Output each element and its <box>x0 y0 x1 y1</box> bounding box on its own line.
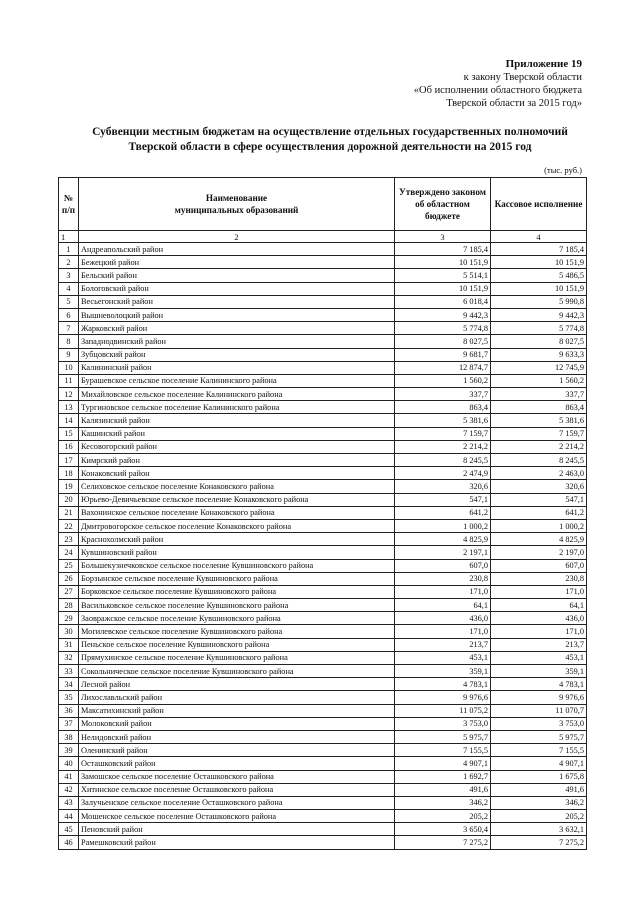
table-row <box>59 269 587 282</box>
row-number: 46 <box>59 836 79 849</box>
row-number: 12 <box>59 388 79 401</box>
row-actual-amount: 10 151,9 <box>491 282 587 295</box>
row-approved-amount: 5 381,6 <box>395 414 491 427</box>
row-number: 21 <box>59 506 79 519</box>
row-municipality-name: Борковское сельское поселение Кувшиновского района <box>79 585 395 598</box>
col-number-3: 3 <box>395 231 491 243</box>
row-number: 3 <box>59 269 79 282</box>
table-row <box>59 388 587 401</box>
row-municipality-name: Михайловское сельское поселение Калининского района <box>79 388 395 401</box>
table-row <box>59 572 587 585</box>
row-actual-amount: 641,2 <box>491 506 587 519</box>
row-number: 20 <box>59 493 79 506</box>
table-row <box>59 308 587 321</box>
table-row <box>59 599 587 612</box>
table-row <box>59 638 587 651</box>
header-approved: Утверждено законом об областном бюджете <box>395 178 491 231</box>
row-municipality-name: Западнодвинский район <box>79 335 395 348</box>
row-municipality-name: Кашинский район <box>79 427 395 440</box>
row-actual-amount: 4 907,1 <box>491 757 587 770</box>
header-actual: Кассовое исполнение <box>491 178 587 231</box>
table-row <box>59 335 587 348</box>
table-row <box>59 361 587 374</box>
row-municipality-name: Оленинский район <box>79 744 395 757</box>
row-actual-amount: 1 675,8 <box>491 770 587 783</box>
row-municipality-name: Селиховское сельское поселение Конаковского района <box>79 480 395 493</box>
row-municipality-name: Пеновский район <box>79 823 395 836</box>
table-row <box>59 519 587 532</box>
row-municipality-name: Весьегонский район <box>79 295 395 308</box>
table-row <box>59 836 587 849</box>
table-row <box>59 282 587 295</box>
appendix-line-year: Тверской области за 2015 год» <box>446 98 582 109</box>
table-row <box>59 770 587 783</box>
table-row <box>59 612 587 625</box>
row-municipality-name: Вахонинское сельское поселение Конаковского района <box>79 506 395 519</box>
row-number: 45 <box>59 823 79 836</box>
row-actual-amount: 12 745,9 <box>491 361 587 374</box>
table-row <box>59 295 587 308</box>
row-actual-amount: 5 975,7 <box>491 730 587 743</box>
row-actual-amount: 64,1 <box>491 599 587 612</box>
header-name-line-1: Наименование <box>205 193 268 203</box>
row-number: 42 <box>59 783 79 796</box>
row-number: 41 <box>59 770 79 783</box>
header-name-line-2: муниципальных образований <box>174 205 299 215</box>
row-actual-amount: 1 560,2 <box>491 374 587 387</box>
table-row <box>59 796 587 809</box>
row-number: 37 <box>59 717 79 730</box>
table-row <box>59 757 587 770</box>
row-approved-amount: 4 825,9 <box>395 533 491 546</box>
row-actual-amount: 8 027,5 <box>491 335 587 348</box>
row-number: 33 <box>59 665 79 678</box>
table-row <box>59 665 587 678</box>
row-municipality-name: Бельский район <box>79 269 395 282</box>
row-actual-amount: 491,6 <box>491 783 587 796</box>
table-row <box>59 374 587 387</box>
row-approved-amount: 6 018,4 <box>395 295 491 308</box>
units-label: (тыс. руб.) <box>544 165 582 175</box>
table-body <box>59 243 587 850</box>
document-title <box>60 125 600 154</box>
row-municipality-name: Пеньское сельское поселение Кувшиновского района <box>79 638 395 651</box>
row-actual-amount: 5 486,5 <box>491 269 587 282</box>
row-approved-amount: 320,6 <box>395 480 491 493</box>
subventions-table <box>58 177 587 850</box>
row-actual-amount: 346,2 <box>491 796 587 809</box>
row-number: 40 <box>59 757 79 770</box>
row-municipality-name: Васильковское сельское поселение Кувшиновского района <box>79 599 395 612</box>
row-number: 9 <box>59 348 79 361</box>
row-number: 19 <box>59 480 79 493</box>
row-approved-amount: 7 159,7 <box>395 427 491 440</box>
row-actual-amount: 213,7 <box>491 638 587 651</box>
row-municipality-name: Максатихинский район <box>79 704 395 717</box>
row-municipality-name: Нелидовский район <box>79 730 395 743</box>
row-municipality-name: Кесовогорский район <box>79 440 395 453</box>
row-actual-amount: 4 783,1 <box>491 678 587 691</box>
row-number: 30 <box>59 625 79 638</box>
row-actual-amount: 436,0 <box>491 612 587 625</box>
row-actual-amount: 171,0 <box>491 625 587 638</box>
table-row <box>59 678 587 691</box>
row-approved-amount: 1 692,7 <box>395 770 491 783</box>
document-title-line-1: Субвенции местным бюджетам на осуществление отдельных государственных полномочий <box>92 126 568 138</box>
row-municipality-name: Лесной район <box>79 678 395 691</box>
row-actual-amount: 9 633,3 <box>491 348 587 361</box>
row-approved-amount: 359,1 <box>395 665 491 678</box>
table-row <box>59 810 587 823</box>
table-row <box>59 467 587 480</box>
row-actual-amount: 7 155,5 <box>491 744 587 757</box>
row-number: 35 <box>59 691 79 704</box>
row-actual-amount: 337,7 <box>491 388 587 401</box>
row-actual-amount: 5 774,8 <box>491 322 587 335</box>
table-row <box>59 480 587 493</box>
table-row <box>59 546 587 559</box>
row-number: 44 <box>59 810 79 823</box>
table-row <box>59 243 587 256</box>
header-name <box>79 178 395 231</box>
row-approved-amount: 3 650,4 <box>395 823 491 836</box>
row-municipality-name: Бологовский район <box>79 282 395 295</box>
row-approved-amount: 5 774,8 <box>395 322 491 335</box>
row-approved-amount: 9 442,3 <box>395 308 491 321</box>
row-actual-amount: 11 070,7 <box>491 704 587 717</box>
row-number: 16 <box>59 440 79 453</box>
row-approved-amount: 641,2 <box>395 506 491 519</box>
row-approved-amount: 337,7 <box>395 388 491 401</box>
table-row <box>59 533 587 546</box>
row-actual-amount: 2 197,0 <box>491 546 587 559</box>
row-approved-amount: 1 560,2 <box>395 374 491 387</box>
row-actual-amount: 607,0 <box>491 559 587 572</box>
row-approved-amount: 12 874,7 <box>395 361 491 374</box>
col-number-1: 1 <box>59 231 79 243</box>
row-approved-amount: 4 783,1 <box>395 678 491 691</box>
row-municipality-name: Дмитровогорское сельское поселение Конаковского района <box>79 519 395 532</box>
row-approved-amount: 453,1 <box>395 651 491 664</box>
row-municipality-name: Осташковский район <box>79 757 395 770</box>
row-actual-amount: 8 245,5 <box>491 454 587 467</box>
table-row <box>59 348 587 361</box>
row-approved-amount: 1 000,2 <box>395 519 491 532</box>
table-row <box>59 691 587 704</box>
row-number: 31 <box>59 638 79 651</box>
table-row <box>59 625 587 638</box>
row-actual-amount: 3 632,1 <box>491 823 587 836</box>
row-municipality-name: Зубцовский район <box>79 348 395 361</box>
row-municipality-name: Залучьенское сельское поселение Осташковского района <box>79 796 395 809</box>
row-actual-amount: 9 442,3 <box>491 308 587 321</box>
row-number: 17 <box>59 454 79 467</box>
table-row <box>59 427 587 440</box>
table-row <box>59 401 587 414</box>
row-number: 18 <box>59 467 79 480</box>
row-actual-amount: 171,0 <box>491 585 587 598</box>
row-municipality-name: Сокольническое сельское поселение Кувшиновского района <box>79 665 395 678</box>
row-number: 36 <box>59 704 79 717</box>
row-municipality-name: Мошенское сельское поселение Осташковского района <box>79 810 395 823</box>
appendix-number: Приложение 19 <box>505 58 582 70</box>
row-municipality-name: Калязинский район <box>79 414 395 427</box>
appendix-line-title: «Об исполнении областного бюджета <box>413 85 582 96</box>
row-municipality-name: Могилевское сельское поселение Кувшиновского района <box>79 625 395 638</box>
row-actual-amount: 7 185,4 <box>491 243 587 256</box>
row-approved-amount: 11 075,2 <box>395 704 491 717</box>
table-row <box>59 440 587 453</box>
row-number: 32 <box>59 651 79 664</box>
row-municipality-name: Бурашевское сельское поселение Калининского района <box>79 374 395 387</box>
row-approved-amount: 607,0 <box>395 559 491 572</box>
row-actual-amount: 5 990,8 <box>491 295 587 308</box>
row-approved-amount: 205,2 <box>395 810 491 823</box>
row-number: 26 <box>59 572 79 585</box>
row-number: 10 <box>59 361 79 374</box>
table-row <box>59 717 587 730</box>
row-municipality-name: Борзынское сельское поселение Кувшиновского района <box>79 572 395 585</box>
row-number: 4 <box>59 282 79 295</box>
table-row <box>59 730 587 743</box>
row-municipality-name: Андреапольский район <box>79 243 395 256</box>
row-approved-amount: 5 514,1 <box>395 269 491 282</box>
table-column-numbers-row <box>59 231 587 243</box>
table-row <box>59 256 587 269</box>
table-header-row <box>59 178 587 231</box>
row-actual-amount: 7 275,2 <box>491 836 587 849</box>
table-row <box>59 823 587 836</box>
document-title-line-2: Тверской области в сфере осуществления дорожной деятельности на 2015 год <box>128 140 532 153</box>
row-approved-amount: 230,8 <box>395 572 491 585</box>
row-municipality-name: Кимрский район <box>79 454 395 467</box>
row-approved-amount: 491,6 <box>395 783 491 796</box>
row-number: 34 <box>59 678 79 691</box>
row-number: 7 <box>59 322 79 335</box>
row-approved-amount: 346,2 <box>395 796 491 809</box>
row-municipality-name: Заовражское сельское поселение Кувшиновского района <box>79 612 395 625</box>
row-number: 1 <box>59 243 79 256</box>
row-municipality-name: Краснохолмский район <box>79 533 395 546</box>
row-number: 2 <box>59 256 79 269</box>
table-row <box>59 322 587 335</box>
row-actual-amount: 9 976,6 <box>491 691 587 704</box>
row-actual-amount: 10 151,9 <box>491 256 587 269</box>
row-approved-amount: 5 975,7 <box>395 730 491 743</box>
row-approved-amount: 7 185,4 <box>395 243 491 256</box>
row-approved-amount: 547,1 <box>395 493 491 506</box>
row-number: 5 <box>59 295 79 308</box>
table-row <box>59 414 587 427</box>
table-row <box>59 783 587 796</box>
row-approved-amount: 2 214,2 <box>395 440 491 453</box>
row-actual-amount: 2 463,0 <box>491 467 587 480</box>
row-actual-amount: 7 159,7 <box>491 427 587 440</box>
header-number: № п/п <box>59 178 79 231</box>
table-row <box>59 559 587 572</box>
row-number: 38 <box>59 730 79 743</box>
row-approved-amount: 9 681,7 <box>395 348 491 361</box>
row-approved-amount: 7 275,2 <box>395 836 491 849</box>
row-approved-amount: 9 976,6 <box>395 691 491 704</box>
row-approved-amount: 213,7 <box>395 638 491 651</box>
row-number: 43 <box>59 796 79 809</box>
row-approved-amount: 4 907,1 <box>395 757 491 770</box>
col-number-4: 4 <box>491 231 587 243</box>
row-number: 11 <box>59 374 79 387</box>
row-number: 22 <box>59 519 79 532</box>
row-approved-amount: 8 245,5 <box>395 454 491 467</box>
row-actual-amount: 453,1 <box>491 651 587 664</box>
row-actual-amount: 3 753,0 <box>491 717 587 730</box>
row-number: 25 <box>59 559 79 572</box>
row-actual-amount: 359,1 <box>491 665 587 678</box>
table-row <box>59 744 587 757</box>
row-actual-amount: 863,4 <box>491 401 587 414</box>
row-actual-amount: 230,8 <box>491 572 587 585</box>
table-row <box>59 493 587 506</box>
row-number: 29 <box>59 612 79 625</box>
row-municipality-name: Замошское сельское поселение Осташковского района <box>79 770 395 783</box>
row-municipality-name: Рамешковский район <box>79 836 395 849</box>
row-actual-amount: 205,2 <box>491 810 587 823</box>
table-row <box>59 704 587 717</box>
row-municipality-name: Прямухинское сельское поселение Кувшиновского района <box>79 651 395 664</box>
row-number: 39 <box>59 744 79 757</box>
row-number: 27 <box>59 585 79 598</box>
row-municipality-name: Юрьево-Девичьевское сельское поселение Конаковского района <box>79 493 395 506</box>
row-approved-amount: 8 027,5 <box>395 335 491 348</box>
row-actual-amount: 547,1 <box>491 493 587 506</box>
row-municipality-name: Конаковский район <box>79 467 395 480</box>
row-municipality-name: Тургиновское сельское поселение Калининского района <box>79 401 395 414</box>
appendix-line-law: к закону Тверской области <box>463 72 582 83</box>
row-approved-amount: 171,0 <box>395 585 491 598</box>
row-approved-amount: 10 151,9 <box>395 282 491 295</box>
row-approved-amount: 64,1 <box>395 599 491 612</box>
row-municipality-name: Калининский район <box>79 361 395 374</box>
row-actual-amount: 2 214,2 <box>491 440 587 453</box>
table-row <box>59 506 587 519</box>
row-municipality-name: Большекузнечковское сельское поселение Кувшиновского района <box>79 559 395 572</box>
row-actual-amount: 1 000,2 <box>491 519 587 532</box>
row-number: 24 <box>59 546 79 559</box>
row-number: 14 <box>59 414 79 427</box>
col-number-2: 2 <box>79 231 395 243</box>
row-actual-amount: 4 825,9 <box>491 533 587 546</box>
row-approved-amount: 436,0 <box>395 612 491 625</box>
row-actual-amount: 320,6 <box>491 480 587 493</box>
row-municipality-name: Вышневолоцкий район <box>79 308 395 321</box>
row-approved-amount: 2 474,9 <box>395 467 491 480</box>
row-municipality-name: Кувшиновский район <box>79 546 395 559</box>
row-approved-amount: 10 151,9 <box>395 256 491 269</box>
row-number: 23 <box>59 533 79 546</box>
row-approved-amount: 171,0 <box>395 625 491 638</box>
row-approved-amount: 863,4 <box>395 401 491 414</box>
row-number: 28 <box>59 599 79 612</box>
table-row <box>59 585 587 598</box>
row-approved-amount: 7 155,5 <box>395 744 491 757</box>
row-municipality-name: Лихославльский район <box>79 691 395 704</box>
table-row <box>59 651 587 664</box>
row-approved-amount: 2 197,1 <box>395 546 491 559</box>
row-municipality-name: Жарковский район <box>79 322 395 335</box>
row-municipality-name: Бежецкий район <box>79 256 395 269</box>
appendix-header <box>414 58 582 110</box>
row-number: 15 <box>59 427 79 440</box>
table-row <box>59 454 587 467</box>
row-approved-amount: 3 753,0 <box>395 717 491 730</box>
row-actual-amount: 5 381,6 <box>491 414 587 427</box>
row-number: 13 <box>59 401 79 414</box>
row-number: 6 <box>59 308 79 321</box>
row-municipality-name: Молоковский район <box>79 717 395 730</box>
row-municipality-name: Хитинское сельское поселение Осташковского района <box>79 783 395 796</box>
row-number: 8 <box>59 335 79 348</box>
